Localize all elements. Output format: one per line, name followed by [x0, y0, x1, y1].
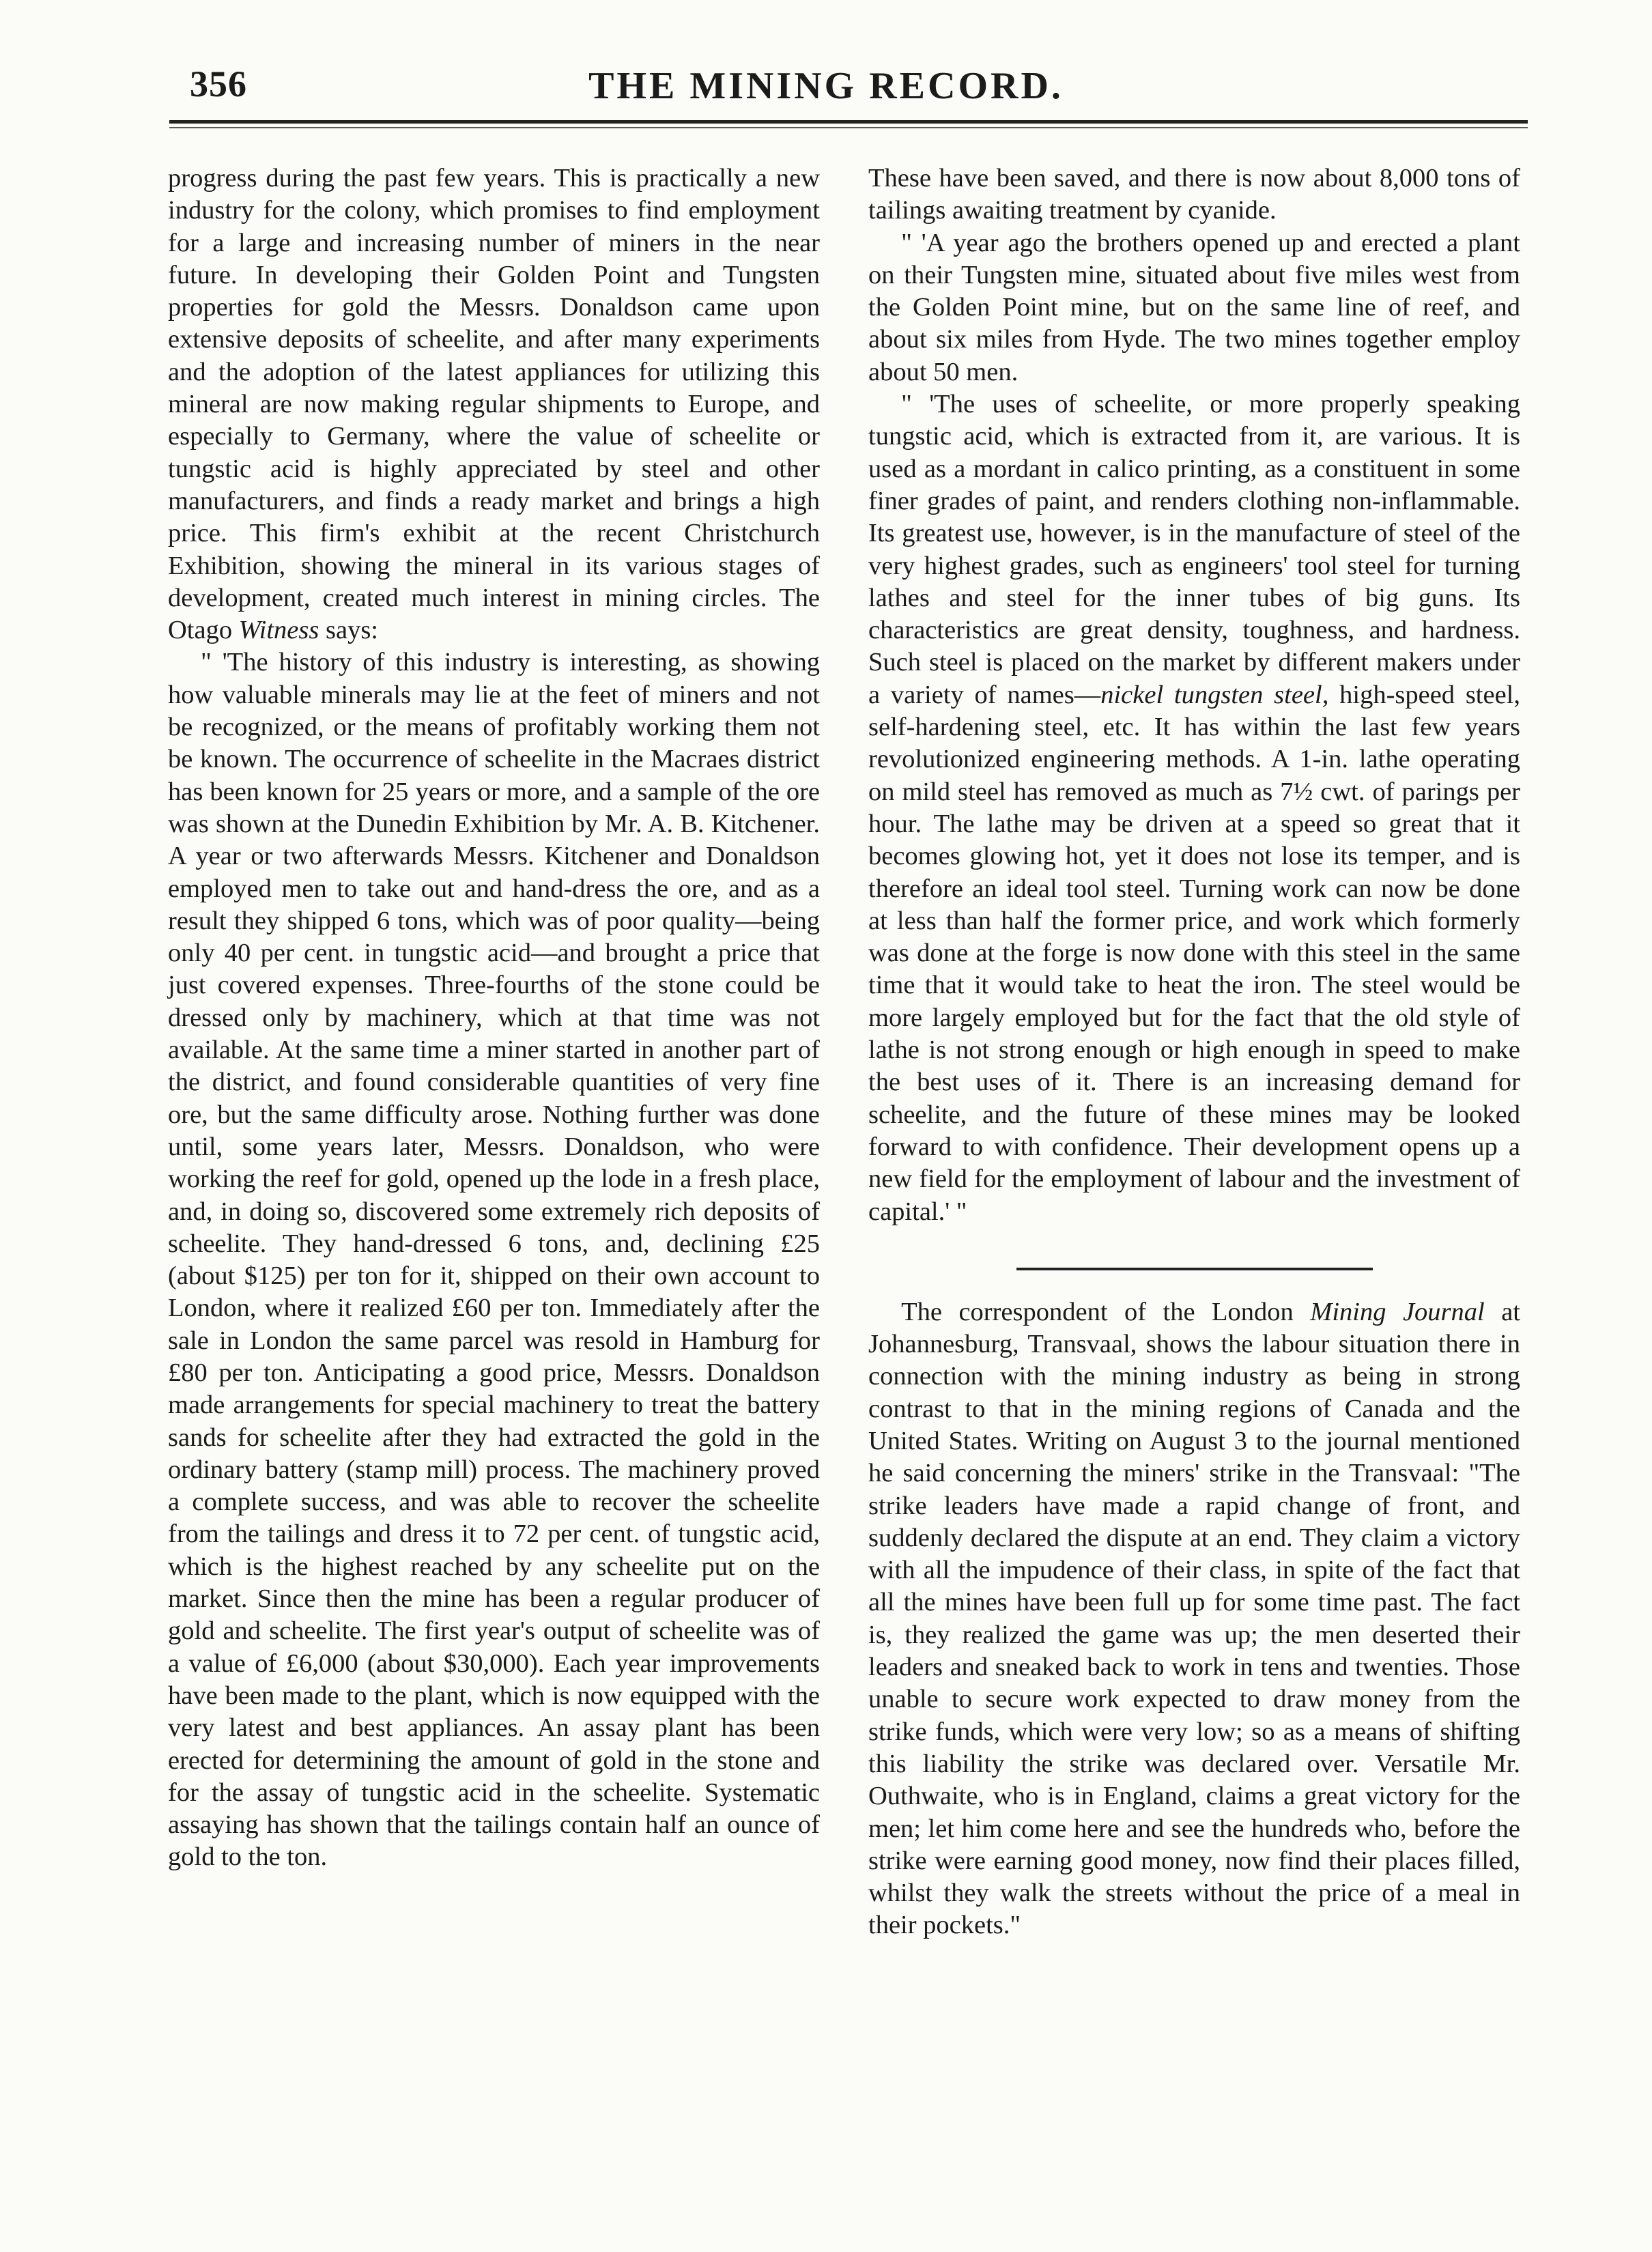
publication-name: Witness	[238, 616, 319, 645]
section-divider	[1016, 1268, 1373, 1270]
running-title: THE MINING RECORD.	[588, 65, 1064, 107]
right-column	[868, 162, 1520, 1942]
paragraph-continuation: These have been saved, and there is now about 8,000 tons of tailings awaiting treatment by cyanide.	[868, 164, 1520, 225]
italic-phrase: nickel tungsten steel,	[1100, 680, 1329, 709]
paragraph-text: " 'The uses of scheelite, or more properly speaking tungstic acid, which is extracted from it, are various. It is used as a mordant in calico printing, as a constituent in some finer grades of paint, and renders clothing non-inflammable. Its greatest use, however, is in the manufacture of steel of the very highest grades, such as engineers' tool steel for turning lathes and steel for the inner tubes of big guns. Its characteristics are great density, toughness, and hardness. Such steel is placed on the market by different makers under a variety of names—	[868, 390, 1520, 709]
header-rule-thin	[169, 127, 1528, 128]
paragraph-text: at Johannesburg, Transvaal, shows the labour situation there in connection with the mining industry as being in strong contrast to that in the mining regions of Canada and the United States. Writing on August 3 to the journal mentioned he said concerning the miners' strike in the Transvaal: "The strike leaders have made a rapid change of front, and suddenly declared the dispute at an end. They claim a victory with all the impudence of their class, in spite of the fact that all the mines have been full up for some time past. The fact is, they realized the game was up; the men deserted their leaders and sneaked back to work in tens and twenties. Those unable to secure work expected to draw money from the strike funds, which were very low; so as a means of shifting this liability the strike was declared over. Versatile Mr. Outhwaite, who is in England, claims a great victory for the men; let him come here and see the hundreds who, before the strike were earning good money, now find their places filled, whilst they walk the streets without the price of a meal in their pockets."	[868, 1297, 1520, 1940]
paragraph-tungsten-mine: " 'A year ago the brothers opened up and erected a plant on their Tungsten mine, situated about five miles west from the Golden Point mine, but on the same line of reef, and about six miles from Hyde. The two mines together employ about 50 men.	[868, 228, 1520, 386]
paragraph-text: The correspondent of the London	[901, 1297, 1294, 1326]
paragraph-uses	[868, 388, 1520, 1228]
publication-name: Mining Journal	[1310, 1297, 1485, 1326]
header-rule	[169, 120, 1528, 124]
left-column	[168, 162, 820, 1874]
page-number: 356	[190, 63, 247, 104]
paragraph-transvaal	[868, 1296, 1520, 1942]
paragraph-text: progress during the past few years. This is practically a new industry for the colony, which promises to find employment for a large and increasing number of miners in the near future. In developing their Golden Point and Tungsten properties for gold the Messrs. Donaldson came upon extensive deposits of scheelite, and after many experiments and the adoption of the latest appliances for utilizing this mineral are now making regular shipments to Europe, and especially to Germany, where the value of scheelite or tungstic acid is highly appreciated by steel and other manufacturers, and finds a ready market and brings a high price. This firm's exhibit at the recent Christchurch Exhibition, showing the mineral in its various stages of development, created much interest in mining circles. The Otago	[168, 164, 820, 645]
paragraph-text: says:	[326, 616, 378, 645]
paragraph-quote-history: " 'The history of this industry is interesting, as showing how valuable minerals may lie at the feet of miners and not be recognized, or the means of profitably working them not be known. The occurrence of scheelite in the Macraes district has been known for 25 years or more, and a sample of the ore was shown at the Dunedin Exhibition by Mr. A. B. Kitchener. A year or two afterwards Messrs. Kitchener and Donaldson employed men to take out and hand-dress the ore, and as a result they shipped 6 tons, which was of poor quality—being only 40 per cent. in tungstic acid—and brought a price that just covered expenses. Three-fourths of the stone could be dressed only by machinery, which at that time was not available. At the same time a miner started in another part of the district, and found considerable quantities of very fine ore, but the same difficulty arose. Nothing further was done until, some years later, Messrs. Donaldson, who were working the reef for gold, opened up the lode in a fresh place, and, in doing so, discovered some extremely rich deposits of scheelite. They hand-dressed 6 tons, and, declining £25 (about $125) per ton for it, shipped on their own account to London, where it realized £60 per ton. Immediately after the sale in London the same parcel was resold in Hamburg for £80 per ton. Anticipating a good price, Messrs. Donaldson made arrangements for special machinery to treat the battery sands for scheelite after they had extracted the gold in the ordinary battery (stamp mill) process. The machinery proved a complete success, and was able to recover the scheelite from the tailings and dress it to 72 per cent. of tungstic acid, which is the highest reached by any scheelite put on the market. Since then the mine has been a regular producer of gold and scheelite. The first year's output of scheelite was of a value of £6,000 (about $30,000). Each year improvements have been made to the plant, which is now equipped with the very latest and best appliances. An assay plant has been erected for determining the amount of gold in the stone and for the assay of tungstic acid in the scheelite. Systematic assaying has shown that the tailings contain half an ounce of gold to the ton.	[168, 648, 820, 1872]
paragraph-text: high-speed steel, self-hardening steel, etc. It has within the last few years revolutionized engineering methods. A 1-in. lathe operating on mild steel has removed as much as 7½ cwt. of parings per hour. The lathe may be driven at a speed so great that it becomes glowing hot, yet it does not lose its temper, and is therefore an ideal tool steel. Turning work can now be done at less than half the former price, and work which formerly was done at the forge is now done with this steel in the same time that it would take to heat the iron. The steel would be more largely employed but for the fact that the old style of lathe is not strong enough or high enough in speed to make the best uses of it. There is an increasing demand for scheelite, and the future of these mines may be looked forward to with confidence. Their development opens up a new field for the employment of labour and the investment of capital.' "	[868, 680, 1521, 1226]
paragraph-opening	[168, 162, 820, 646]
